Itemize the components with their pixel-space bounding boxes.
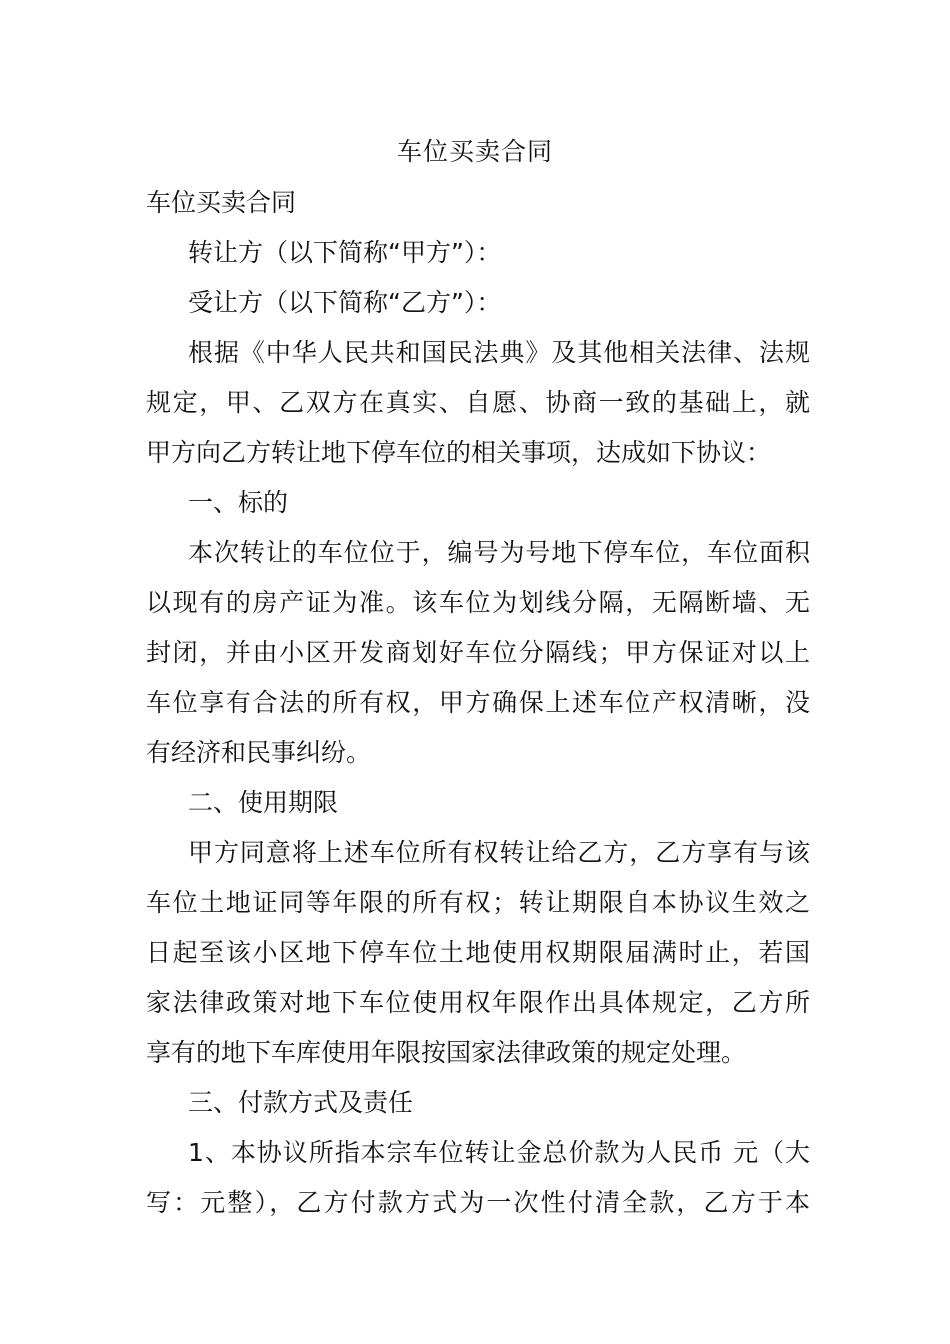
paragraph-line: 1、本协议所指本宗车位转让金总价款为人民币 元（大 — [188, 1138, 810, 1167]
document-subtitle: 车位买卖合同 — [146, 188, 297, 217]
paragraph-line: 日起至该小区地下停车位土地使用权期限届满时止，若国 — [146, 938, 810, 967]
paragraph-line: 车位享有合法的所有权，甲方确保上述车位产权清晰，没 — [146, 688, 810, 717]
paragraph-line: 封闭，并由小区开发商划好车位分隔线；甲方保证对以上 — [146, 638, 810, 667]
paragraph-line: 规定，甲、乙双方在真实、自愿、协商一致的基础上，就 — [146, 388, 810, 417]
section-heading: 二、使用期限 — [188, 788, 339, 817]
paragraph-line: 甲方向乙方转让地下停车位的相关事项，达成如下协议： — [146, 438, 772, 467]
document-body — [146, 178, 810, 1228]
paragraph-line: 享有的地下车库使用年限按国家法律政策的规定处理。 — [146, 1038, 747, 1067]
paragraph-line: 有经济和民事纠纷。 — [146, 738, 372, 767]
paragraph-line: 写：元整），乙方付款方式为一次性付清全款，乙方于本 — [146, 1188, 810, 1217]
paragraph-line: 车位土地证同等年限的所有权；转让期限自本协议生效之 — [146, 888, 810, 917]
transferor-line: 转让方（以下简称“甲方”）： — [188, 238, 502, 267]
paragraph-line: 家法律政策对地下车位使用权年限作出具体规定，乙方所 — [146, 988, 810, 1017]
section-heading: 三、付款方式及责任 — [188, 1088, 414, 1117]
section-heading: 一、标的 — [188, 488, 289, 517]
document-title: 车位买卖合同 — [396, 137, 553, 166]
paragraph-line: 以现有的房产证为准。该车位为划线分隔，无隔断墙、无 — [146, 588, 810, 617]
paragraph-line: 本次转让的车位位于，编号为号地下停车位，车位面积 — [188, 538, 810, 567]
transferee-line: 受让方（以下简称“乙方”）： — [188, 288, 502, 317]
paragraph-line: 根据《中华人民共和国民法典》及其他相关法律、法规 — [188, 338, 810, 367]
paragraph-line: 甲方同意将上述车位所有权转让给乙方，乙方享有与该 — [188, 838, 810, 867]
